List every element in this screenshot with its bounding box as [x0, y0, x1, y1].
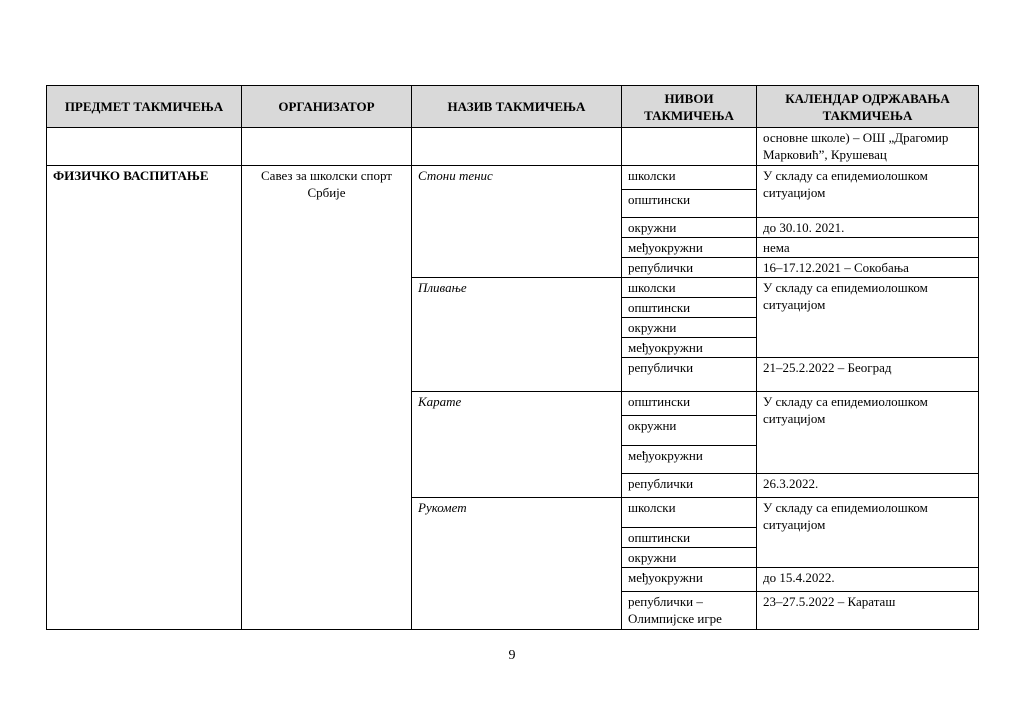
level-cell: републички [622, 258, 757, 278]
level-cell: републички [622, 358, 757, 392]
calendar-cell: 23–27.5.2022 – Караташ [757, 592, 979, 630]
calendar-cell: до 30.10. 2021. [757, 218, 979, 238]
page-number: 9 [508, 648, 516, 663]
level-cell: школски [622, 498, 757, 528]
competition-swimming: Пливање [412, 278, 622, 392]
competition-karate: Карате [412, 392, 622, 498]
level-cell: републички [622, 474, 757, 498]
header-calendar-line1: КАЛЕНДАР ОДРЖАВАЊА [785, 90, 950, 106]
level-cell: међуокружни [622, 338, 757, 358]
level-cell: општински [622, 392, 757, 416]
calendar-cell [757, 166, 979, 218]
header-organizer: ОРГАНИЗАТОР [242, 86, 412, 128]
calendar-cell: до 15.4.2022. [757, 568, 979, 592]
organizer-cell [242, 166, 412, 630]
level-republic-line2: Олимпијске игре [628, 611, 722, 626]
level-republic-line1: републички – [628, 594, 703, 609]
level-cell [622, 592, 757, 630]
continuation-line2: Марковић”, Крушевац [763, 147, 887, 162]
epidemic-line1: У складу са епидемиолошком [763, 394, 928, 409]
epidemic-line2: ситуацијом [763, 411, 826, 426]
level-cell: школски [622, 278, 757, 298]
level-cell: општински [622, 298, 757, 318]
level-cell: међуокружни [622, 568, 757, 592]
level-cell: окружни [622, 318, 757, 338]
competition-handball: Рукомет [412, 498, 622, 630]
calendar-cell [757, 392, 979, 474]
table-row [47, 166, 979, 190]
calendar-cell [757, 498, 979, 568]
header-level-line1: НИВОИ [664, 90, 714, 106]
level-cell: окружни [622, 416, 757, 446]
calendar-cell: 26.3.2022. [757, 474, 979, 498]
competition-table [46, 85, 979, 630]
level-cell: међуокружни [622, 238, 757, 258]
epidemic-line1: У складу са епидемиолошком [763, 168, 928, 183]
epidemic-line2: ситуацијом [763, 297, 826, 312]
epidemic-line2: ситуацијом [763, 185, 826, 200]
level-cell: окружни [622, 548, 757, 568]
calendar-cell: нема [757, 238, 979, 258]
calendar-cell: 16–17.12.2021 – Сокобања [757, 258, 979, 278]
header-row [47, 86, 979, 128]
continuation-cell [757, 128, 979, 166]
level-cell: окружни [622, 218, 757, 238]
epidemic-line2: ситуацијом [763, 517, 826, 532]
epidemic-line1: У складу са епидемиолошком [763, 280, 928, 295]
header-calendar-line2: ТАКМИЧЕЊА [822, 107, 913, 123]
continuation-line1: основне школе) – ОШ „Драгомир [763, 130, 949, 145]
organizer-line1: Савез за школски спорт [261, 168, 392, 183]
calendar-cell: 21–25.2.2022 – Београд [757, 358, 979, 392]
header-subject: ПРЕДМЕТ ТАКМИЧЕЊА [47, 86, 242, 128]
header-level-line2: ТАКМИЧЕЊА [644, 107, 734, 123]
level-cell: општински [622, 190, 757, 218]
competition-table-tennis: Стони тенис [412, 166, 622, 278]
subject-cell: ФИЗИЧКО ВАСПИТАЊЕ [47, 166, 242, 630]
level-cell: општински [622, 528, 757, 548]
header-calendar [757, 86, 979, 128]
continuation-row [47, 128, 979, 166]
level-cell: међуокружни [622, 446, 757, 474]
calendar-cell [757, 278, 979, 358]
organizer-line2: Србије [307, 185, 346, 200]
epidemic-line1: У складу са епидемиолошком [763, 500, 928, 515]
header-competition-name: НАЗИВ ТАКМИЧЕЊА [412, 86, 622, 128]
header-level [622, 86, 757, 128]
level-cell: школски [622, 166, 757, 190]
